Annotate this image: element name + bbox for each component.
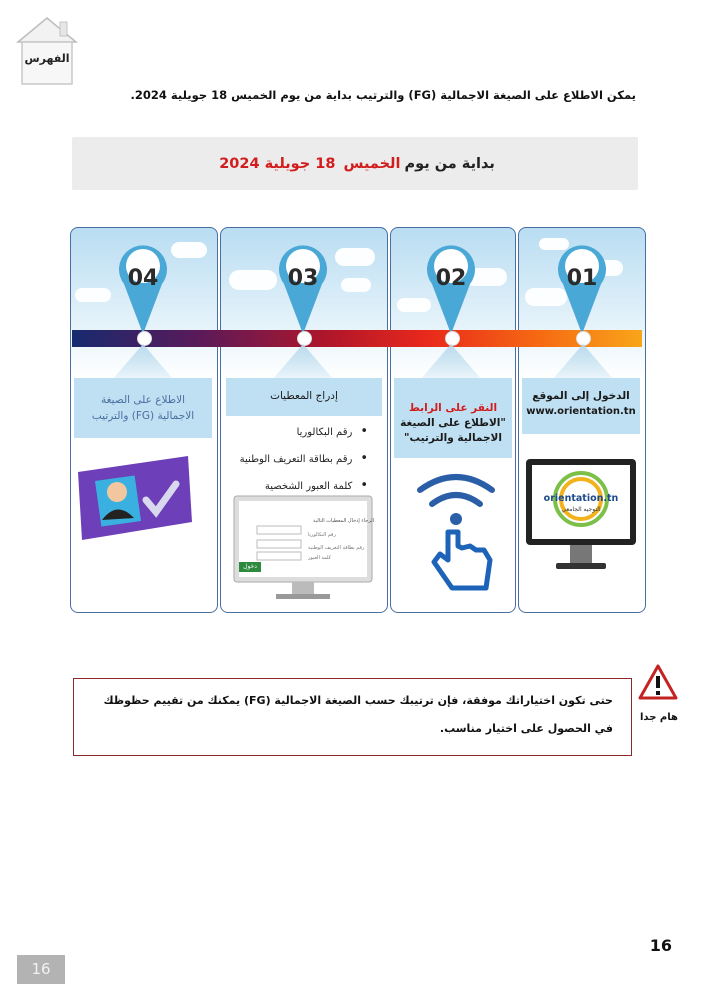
banner-highlight: الخميس — [343, 155, 401, 172]
login-button[interactable]: دخول — [239, 562, 261, 572]
step-02-line1: "الاطلاع على الصيغة — [400, 417, 506, 429]
bullet-item: • كلمة العبور الشخصية — [240, 478, 368, 493]
timeline-dot — [297, 331, 312, 346]
timeline-dot — [576, 331, 591, 346]
monitor-icon — [520, 455, 640, 585]
step-number: 01 — [566, 266, 598, 291]
step-pin-01 — [558, 238, 606, 338]
step-01-title: الدخول إلى الموقع — [532, 390, 630, 402]
date-banner — [72, 137, 638, 190]
step-02-title: النقر على الرابط — [408, 402, 498, 414]
step-number: 04 — [127, 266, 159, 291]
step-03-title: إدراج المعطيات — [270, 390, 338, 402]
house-icon — [14, 14, 80, 88]
website-link[interactable]: www.orientation.tn — [526, 406, 636, 417]
id-card-check-icon — [76, 456, 194, 540]
login-field-label: رقم بطاقة التعريف الوطنية — [308, 545, 365, 551]
login-field-label: كلمة العبور — [308, 555, 332, 561]
site-tagline: التوجيه الجامعي — [561, 506, 601, 513]
important-note-box — [73, 678, 632, 756]
step-number: 02 — [435, 266, 467, 291]
page-number: 16 — [649, 936, 672, 955]
login-form-heading: الرجاء إدخال المعطيات التالية — [313, 518, 374, 524]
warning-icon — [638, 664, 678, 700]
intro-text: يمكن الاطلاع على الصيغة الاجمالية (FG) والترتيب بداية من يوم الخميس 18 جويلية 2024. — [130, 88, 636, 102]
step-number: 03 — [287, 266, 319, 291]
step-04-label — [74, 378, 212, 438]
banner-date: 18 جويلية 2024 — [219, 155, 336, 172]
step-02-label — [394, 378, 512, 458]
site-logo-text: orientation.tn — [543, 493, 619, 504]
login-field-label: رقم البكالوريا — [308, 532, 336, 538]
index-label: الفهرس — [24, 52, 70, 65]
bullet-item: • رقم البكالوريا — [240, 424, 368, 439]
step-03-bullets — [240, 424, 368, 505]
timeline-dot — [137, 331, 152, 346]
step-04-line1: الاطلاع على الصيغة — [100, 394, 186, 406]
index-home-button[interactable] — [14, 14, 80, 88]
step-pin-04 — [119, 238, 167, 338]
bullet-item: • رقم بطاقة التعريف الوطنية — [240, 451, 368, 466]
banner-prefix: بداية من يوم — [404, 155, 495, 172]
important-text: حتى تكون اختياراتك موفقة، فإن ترتيبك حسب الصيغة الاجمالية (FG) يمكنك من تقييم حظوظك في الحصول على اختيار مناسب. — [103, 694, 613, 735]
step-04-line2: الاجمالية (FG) والترتيب — [91, 410, 195, 422]
step-03-label — [226, 378, 382, 416]
step-pin-03 — [279, 238, 327, 338]
important-label: هام جدا — [640, 712, 678, 723]
step-01-label — [522, 378, 640, 434]
step-pin-02 — [427, 238, 475, 338]
click-hand-icon — [412, 470, 502, 595]
timeline-dot — [445, 331, 460, 346]
page-indicator-badge: 16 — [17, 955, 65, 984]
step-02-line2: الاجمالية والترتيب" — [404, 432, 502, 444]
